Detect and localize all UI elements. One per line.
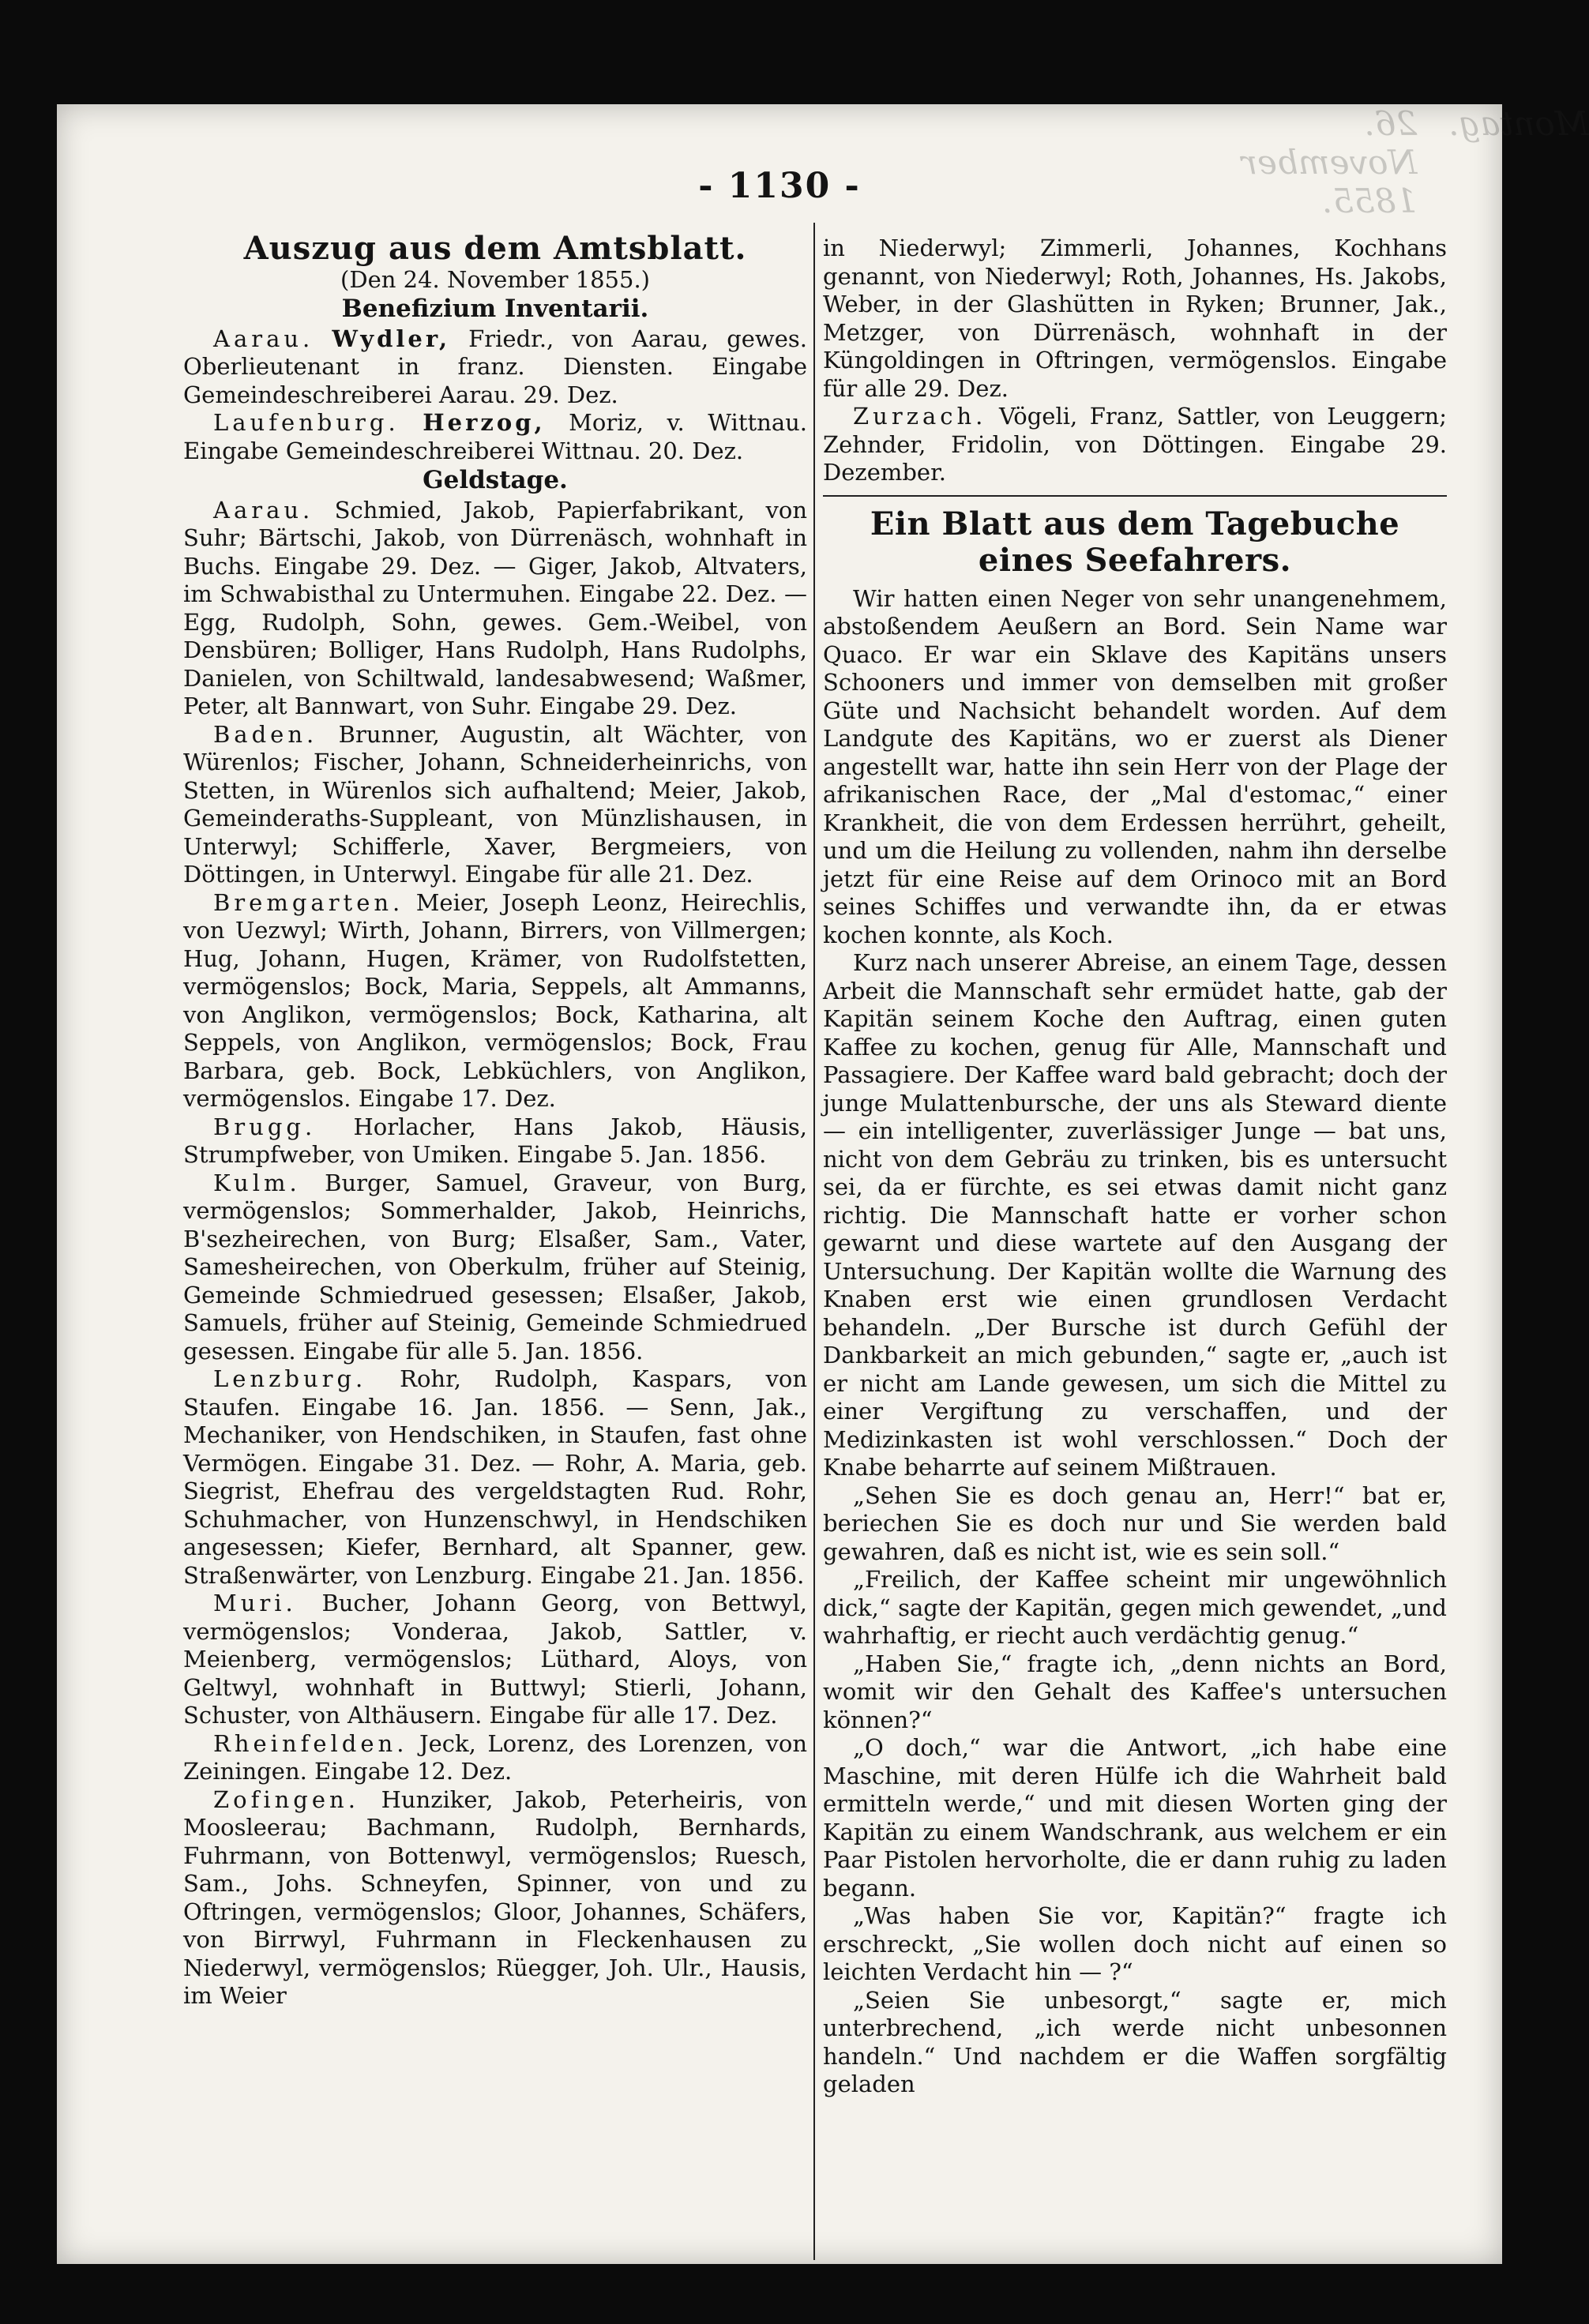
article-paragraph: „Sehen Sie es doch genau an, Herr!“ bat er, beriechen Sie es doch nur und Sie werden bald gewahren, daß es nicht ist, wie es sein soll.“ bbox=[823, 1481, 1447, 1565]
notice-entry bbox=[183, 721, 807, 889]
notice-entry bbox=[183, 1113, 807, 1170]
entry-name: Wydler, bbox=[332, 325, 451, 352]
entry-text: Horlacher, Hans Jakob, Häusis, Strumpfweber, von Umiken. Eingabe 5. Jan. 1856. bbox=[183, 1113, 807, 1168]
notice-entry bbox=[183, 1786, 807, 2011]
article-paragraph: „Was haben Sie vor, Kapitän?“ fragte ich erschreckt, „Sie wollen doch nicht auf einen so leichten Verdacht hin — ?“ bbox=[823, 1902, 1447, 1985]
article-paragraph: Kurz nach unserer Abreise, an einem Tage, dessen Arbeit die Mannschaft sehr ermüdet hatte, gab der Kapitän seinem Koche den Auftrag, einen guten Kaffee zu kochen, genug für Alle, Mannschaft und Passagiere. Der Kaffee ward bald gebracht; doch der junge Mulattenbursche, der uns als Steward diente — ein intelligenter, zuverlässiger Junge — bat uns, nicht von dem Gebräu zu trinken, bis es untersucht sei, da er fürchte, es sei etwas damit nicht ganz richtig. Die Mannschaft hatte er vorher schon gewarnt und diese wartete auf den Ausgang der Untersuchung. Der Kapitän wollte die Warnung des Knaben erst wie einen grundlosen Verdacht behandeln. „Der Bursche ist durch Gefühl der Dankbarkeit an mich gebunden,“ sagte er, „auch ist er nicht am Lande gewesen, um sich die Mittel zu einer Vergiftung zu verschaffen, und der Medizinkasten ist wohl verschlossen.“ Doch der Knabe beharrte auf seinem Mißtrauen. bbox=[823, 949, 1447, 1481]
section-title: Auszug aus dem Amtsblatt. bbox=[243, 230, 747, 267]
article-paragraph: „O doch,“ war die Antwort, „ich habe eine Maschine, mit deren Hülfe ich die Wahrheit bald ermitteln werde,“ und mit diesen Worten ging der Kapitän zu einem Wandschrank, aus welchem er ein Paar Pistolen hervorholte, die er dann ruhig zu laden begann. bbox=[823, 1734, 1447, 1902]
notice-entry bbox=[823, 403, 1447, 487]
entry-text: Jeck, Lorenz, des Lorenzen, von Zeiningen. Eingabe 12. Dez. bbox=[183, 1729, 807, 1785]
entry-text: Bucher, Johann Georg, von Bettwyl, vermögenslos; Vonderaa, Jakob, Sattler, v. Meienberg, vermögenslos; Lüthard, Aloys, von Geltwyl, wohnhaft in Buttwyl; Stierli, Johann, Schuster, von Althäusern. Eingabe für alle 17. Dez. bbox=[183, 1590, 808, 1729]
entry-place: Zofingen. bbox=[213, 1785, 359, 1813]
entry-text: Friedr., von Aarau, gewes. Oberlieutenant in franz. Diensten. Eingabe Gemeindeschreiberei Aarau. 29. Dez. bbox=[183, 325, 808, 408]
notice-entry bbox=[183, 1590, 807, 1730]
right-column bbox=[823, 235, 1447, 2099]
left-column bbox=[183, 230, 808, 2011]
entry-place: Lenzburg. bbox=[213, 1365, 367, 1392]
entry-place: Baden. bbox=[213, 720, 318, 748]
bleed-through-date: 26. November 1855. bbox=[1242, 104, 1418, 220]
entry-place: Zurzach. bbox=[853, 403, 987, 430]
article-paragraph: Wir hatten einen Neger von sehr unangenehmem, abstoßendem Aeußern an Bord. Sein Name war Quaco. Er war ein Sklave des Kapitäns unsers Schooners und immer von demselben mit großer Güte und Nachsicht behandelt worden. Auf dem Landgute des Kapitäns, wo er zuerst als Diener angestellt war, hatte ihn sein Herr von der Plage der afrikanischen Race, der „Mal d'estomac,“ einer Krankheit, die von dem Erdessen herrührt, geheilt, und um die Heilung zu vollenden, nahm ihn derselbe jetzt für eine Reise auf dem Orinoco mit an Bord seines Schiffes und verwandte ihn, da er etwas kochen konnte, als Koch. bbox=[823, 584, 1447, 948]
notice-entry bbox=[183, 497, 807, 721]
continued-notice: in Niederwyl; Zimmerli, Johannes, Kochhans genannt, von Niederwyl; Roth, Johannes, Hs. Jakobs, Weber, in der Glashütten in Ryken; Brunner, Jak., Metzger, von Dürrenäsch, wohnhaft in der Küngoldingen in Oftringen, vermögenslos. Eingabe für alle 29. Dez. bbox=[823, 235, 1447, 402]
entry-place: Aarau. bbox=[213, 496, 314, 524]
date-line: (Den 24. November 1855.) bbox=[340, 265, 650, 293]
notice-entry bbox=[183, 1170, 807, 1366]
article-paragraph: „Freilich, der Kaffee scheint mir ungewöhnlich dick,“ sagte der Kapitän, gegen mich gewendet, „und wahrhaftig, er riecht auch verdächtig genug.“ bbox=[823, 1566, 1447, 1649]
entry-text: Meier, Joseph Leonz, Heirechlis, von Uezwyl; Wirth, Johann, Birrers, von Villmergen; Hug, Johann, Hugen, Krämer, von Rudolfstetten, vermögenslos; Bock, Maria, Seppels, alt Ammanns, von Anglikon, vermögenslos; Bock, Katharina, alt Seppels, von Anglikon, vermögenslos; Bock, Frau Barbara, geb. Bock, Lebküchlers, von Anglikon, vermögenslos. Eingabe 17. Dez. bbox=[183, 888, 807, 1112]
entry-text: Schmied, Jakob, Papierfabrikant, von Suhr; Bärtschi, Jakob, von Dürrenäsch, wohnhaft in Buchs. Eingabe 29. Dez. — Giger, Jakob, Altvaters, im Schwabisthal zu Untermuhen. Eingabe 22. Dez. — Egg, Rudolph, Sohn, gewes. Gem.-Weibel, von Densbüren; Bolliger, Hans Rudolph, Hans Rudolphs, Danielen, von Schiltwald, landesabwesend; Waßmer, Peter, alt Bannwart, von Suhr. Eingabe 29. Dez. bbox=[183, 496, 807, 719]
benefizium-heading: Benefizium Inventarii. bbox=[341, 295, 649, 323]
article-paragraph: „Seien Sie unbesorgt,“ sagte er, mich unterbrechend, „ich werde nicht unbesonnen handeln.“ Und nachdem er die Waffen sorgfältig geladen bbox=[823, 1986, 1447, 2097]
page-number: - 1130 - bbox=[698, 166, 861, 206]
entry-text: Moriz, v. Wittnau. Eingabe Gemeindeschreiberei Wittnau. 20. Dez. bbox=[183, 409, 808, 464]
entry-name: Herzog, bbox=[423, 409, 546, 436]
entry-place: Brugg. bbox=[213, 1113, 317, 1140]
notice-entry bbox=[183, 409, 807, 465]
entry-place: Muri. bbox=[213, 1590, 297, 1616]
notice-entry bbox=[183, 1730, 807, 1786]
entry-text: Burger, Samuel, Graveur, von Burg, vermögenslos; Sommerhalder, Jakob, Heinrichs, B'sezheirechen, von Burg; Elsaßer, Sam., Vater, Samesheirechen, von Oberkulm, früher auf Steinig, Gemeinde Schmiedrued gesessen; Elsaßer, Jakob, Samuels, früher auf Steinig, Gemeinde Schmiedrued gesessen. Eingabe für alle 5. Jan. 1856. bbox=[183, 1169, 807, 1365]
newspaper-page bbox=[57, 104, 1589, 2264]
notice-entry bbox=[183, 325, 807, 410]
bleed-through-day: Montag. bbox=[1448, 104, 1589, 143]
notice-entry bbox=[183, 889, 807, 1113]
notice-entry bbox=[183, 1365, 807, 1590]
section-rule bbox=[823, 495, 1447, 497]
entry-place: Bremgarten. bbox=[213, 888, 404, 916]
article-title: Ein Blatt aus dem Tagebuche eines Seefahrers. bbox=[870, 505, 1400, 579]
column-divider bbox=[813, 223, 815, 2260]
entry-place: Kulm. bbox=[213, 1169, 301, 1196]
article-paragraph: „Haben Sie,“ fragte ich, „denn nichts an Bord, womit wir den Gehalt des Kaffee's untersuchen können?“ bbox=[823, 1650, 1447, 1733]
entry-text: Brunner, Augustin, alt Wächter, von Würenlos; Fischer, Johann, Schneiderheinrichs, von Stetten, in Würenlos sich aufhaltend; Meier, Jakob, Gemeinderaths-Suppleant, von Münzlishausen, in Unterwyl; Schifferle, Xaver, Bergmeiers, von Döttingen, in Unterwyl. Eingabe für alle 21. Dez. bbox=[183, 720, 808, 888]
entry-place: Laufenburg. bbox=[213, 409, 400, 436]
geldstage-heading: Geldstage. bbox=[423, 466, 568, 494]
bleed-through-text bbox=[1218, 104, 1589, 220]
entry-place: Rheinfelden. bbox=[213, 1729, 408, 1757]
entry-text: Hunziker, Jakob, Peterheiris, von Moosleerau; Bachmann, Rudolph, Bernhards, Fuhrmann, von Bottenwyl, vermögenslos; Ruesch, Sam., Johs. Schneyfen, Spinner, von und zu Oftringen, vermögenslos; Gloor, Johannes, Schäfers, von Birrwyl, Fuhrmann in Fleckenhausen zu Niederwyl, vermögenslos; Rüegger, Joh. Ulr., Hausis, im Weier bbox=[183, 1785, 808, 2009]
entry-text: Vögeli, Franz, Sattler, von Leuggern; Zehnder, Fridolin, von Döttingen. Eingabe 29. Dezember. bbox=[823, 403, 1447, 486]
entry-text: Rohr, Rudolph, Kaspars, von Staufen. Eingabe 16. Jan. 1856. — Senn, Jak., Mechaniker, von Hendschiken, in Staufen, fast ohne Vermögen. Eingabe 31. Dez. — Rohr, A. Maria, geb. Siegrist, Ehefrau des vergeldstagten Rud. Rohr, Schuhmacher, von Hunzenschwyl, in Hendschiken angesessen; Kiefer, Bernhard, alt Spanner, gew. Straßenwärter, von Lenzburg. Eingabe 21. Jan. 1856. bbox=[183, 1365, 808, 1589]
entry-place: Aarau. bbox=[213, 325, 314, 352]
